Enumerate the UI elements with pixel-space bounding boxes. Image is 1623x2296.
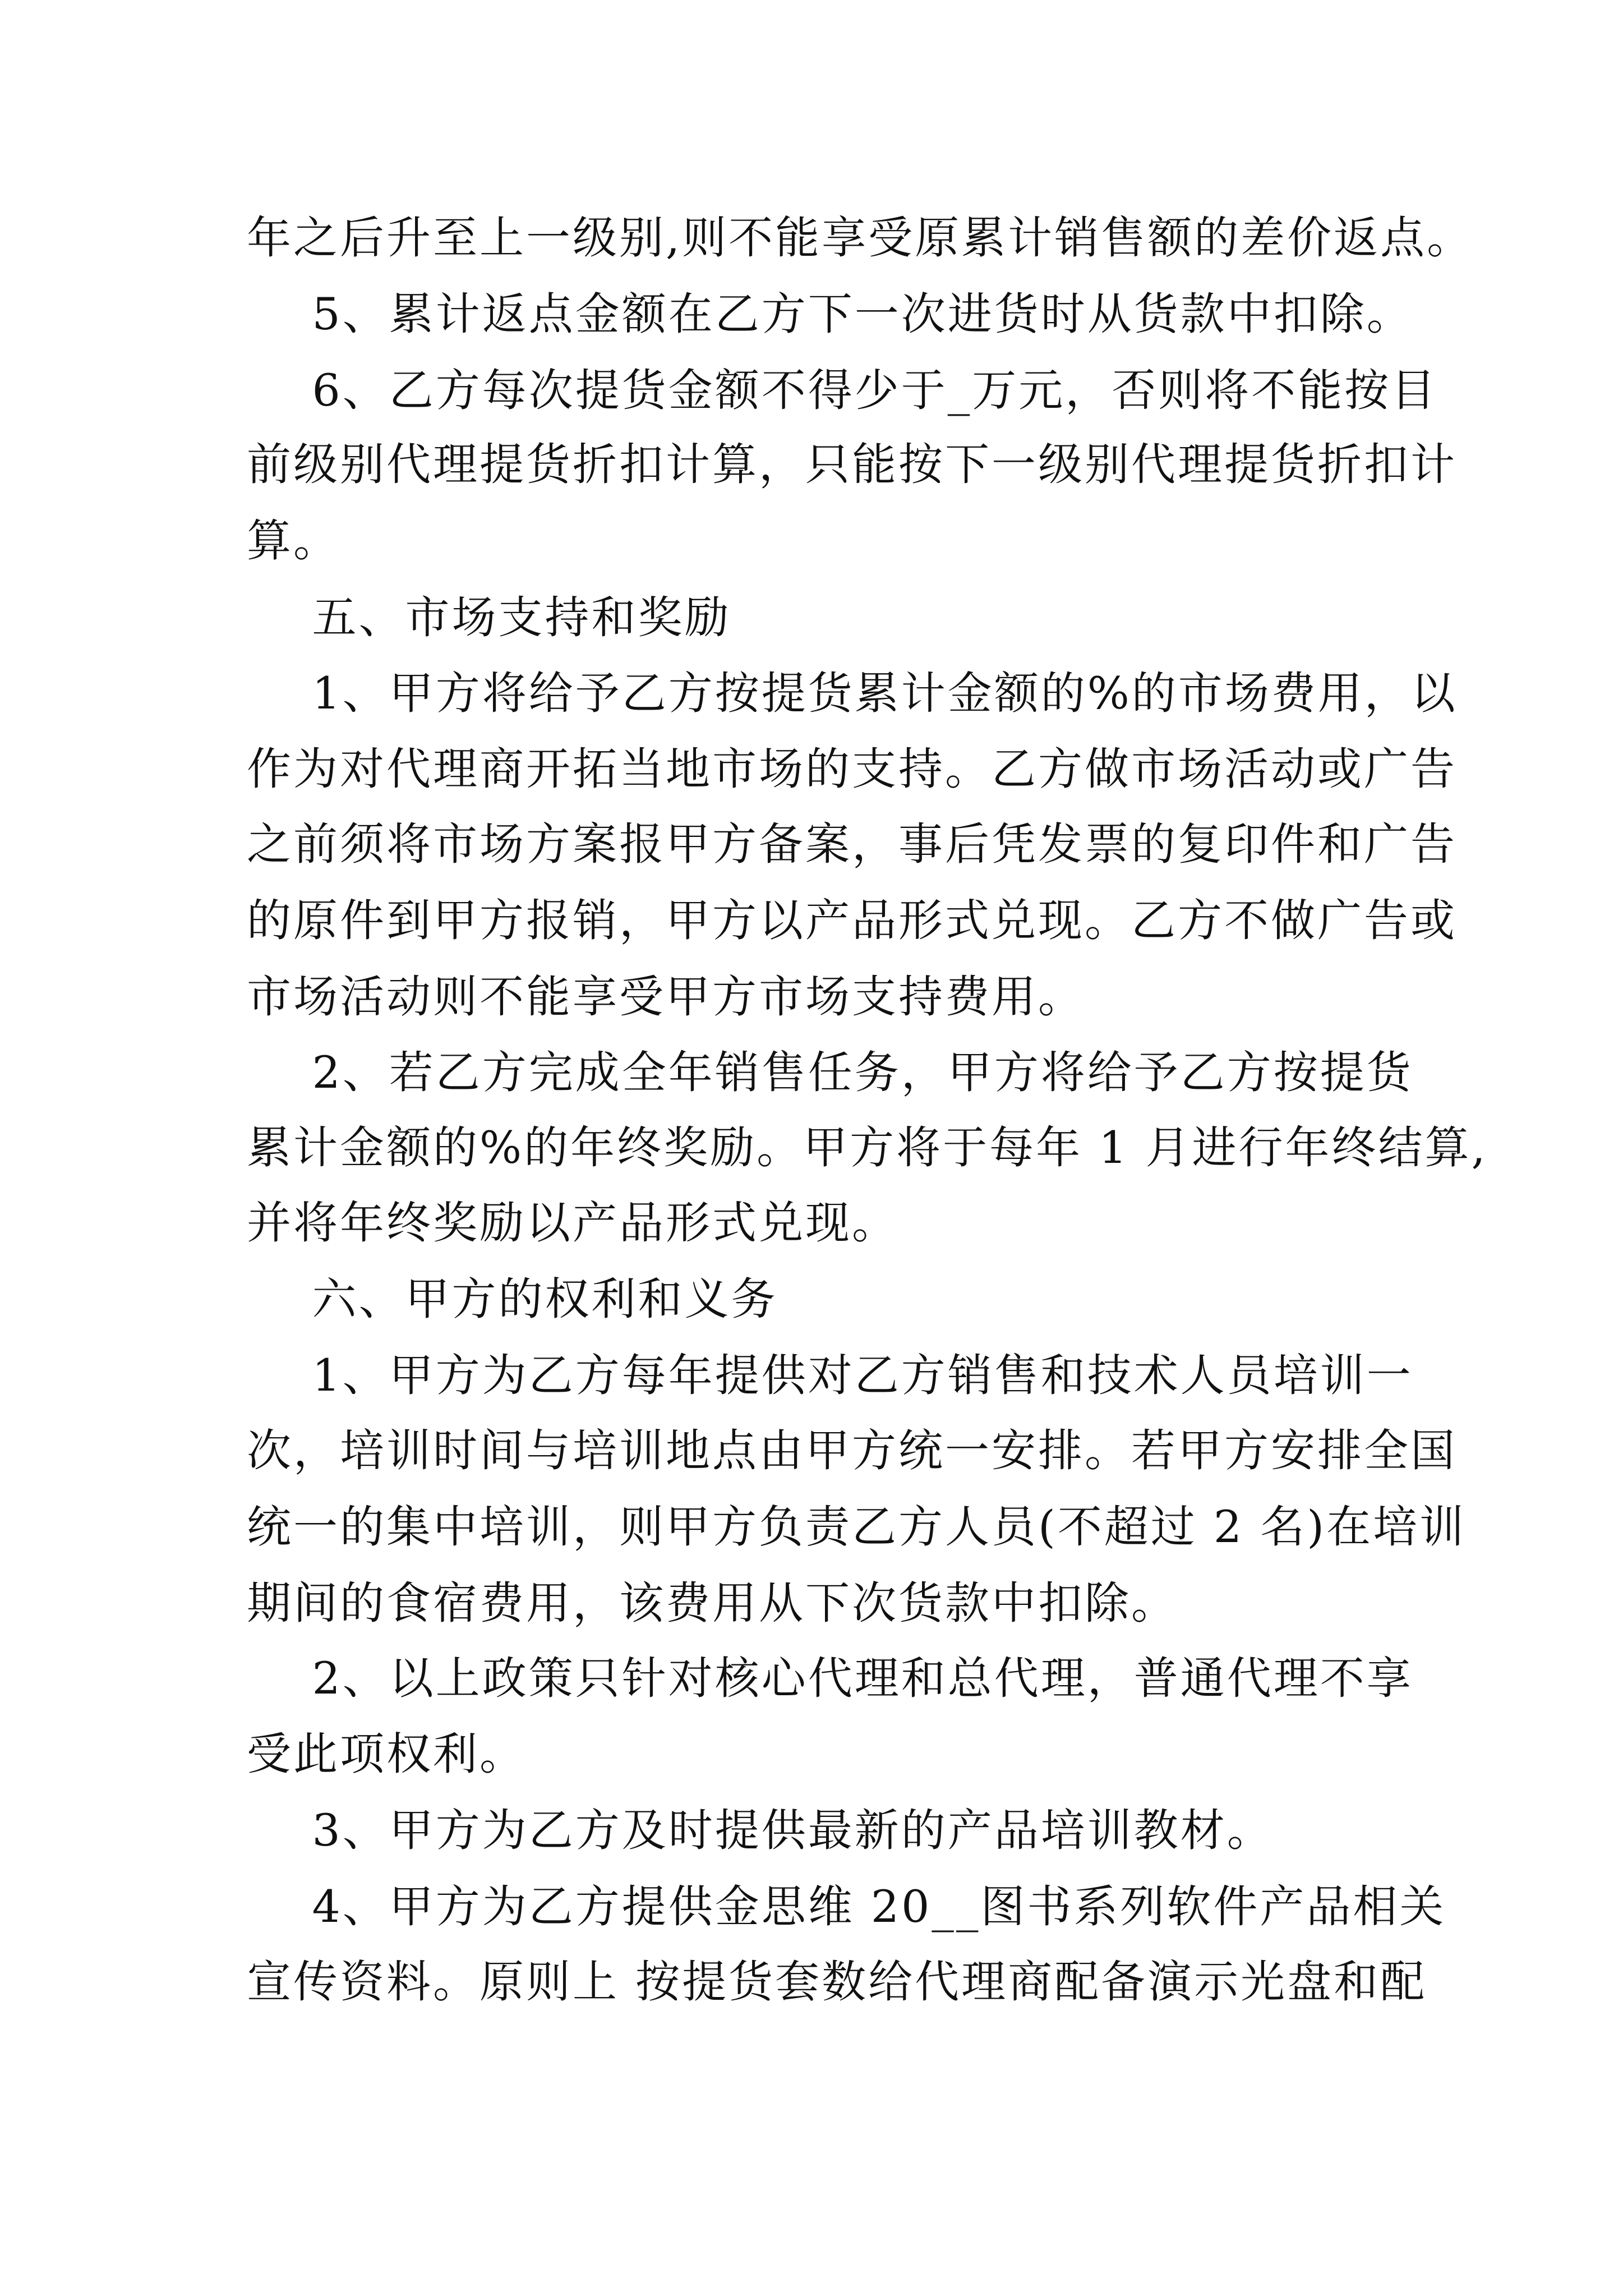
text-line: 统一的集中培训，则甲方负责乙方人员(不超过 2 名)在培训 xyxy=(247,1501,1467,1553)
text-line: 2、若乙方完成全年销售任务，甲方将给予乙方按提货 xyxy=(247,1047,1413,1098)
text-line: 2、以上政策只针对核心代理和总代理，普通代理不享 xyxy=(247,1653,1413,1704)
text-line: 6、乙方每次提货金额不得少于_万元，否则将不能按目 xyxy=(247,365,1438,416)
section-heading: 六、甲方的权利和义务 xyxy=(247,1273,778,1325)
text-line: 的原件到甲方报销，甲方以产品形式兑现。乙方不做广告或 xyxy=(247,895,1457,946)
text-line: 次，培训时间与培训地点由甲方统一安排。若甲方安排全国 xyxy=(247,1425,1457,1476)
text-line: 作为对代理商开拓当地市场的支持。乙方做市场活动或广告 xyxy=(247,743,1457,795)
text-line: 4、甲方为乙方提供金思维 20__图书系列软件产品相关 xyxy=(247,1881,1446,1932)
text-line: 算。 xyxy=(247,515,340,567)
text-line: 年之后升至上一级别,则不能享受原累计销售额的差价返点。 xyxy=(247,212,1474,264)
text-line: 1、甲方为乙方每年提供对乙方销售和技术人员培训一 xyxy=(247,1350,1413,1401)
text-line: 市场活动则不能享受甲方市场支持费用。 xyxy=(247,971,1085,1023)
section-heading: 五、市场支持和奖励 xyxy=(247,592,731,643)
text-line: 1、甲方将给予乙方按提货累计金额的%的市场费用，以 xyxy=(247,668,1458,719)
text-line: 并将年终奖励以产品形式兑现。 xyxy=(247,1197,898,1249)
text-line: 5、累计返点金额在乙方下一次进货时从货款中扣除。 xyxy=(247,288,1413,340)
text-line: 3、甲方为乙方及时提供最新的产品培训教材。 xyxy=(247,1805,1274,1856)
text-line: 前级别代理提货折扣计算，只能按下一级别代理提货折扣计 xyxy=(247,439,1457,490)
text-line: 受此项权利。 xyxy=(247,1728,526,1780)
text-line: 宣传资料。原则上 按提货套数给代理商配备演示光盘和配 xyxy=(247,1956,1427,2008)
text-line: 之前须将市场方案报甲方备案，事后凭发票的复印件和广告 xyxy=(247,818,1457,870)
text-line: 期间的食宿费用，该费用从下次货款中扣除。 xyxy=(247,1577,1178,1629)
text-line: 累计金额的%的年终奖励。甲方将于每年 1 月进行年终结算, xyxy=(247,1122,1488,1174)
